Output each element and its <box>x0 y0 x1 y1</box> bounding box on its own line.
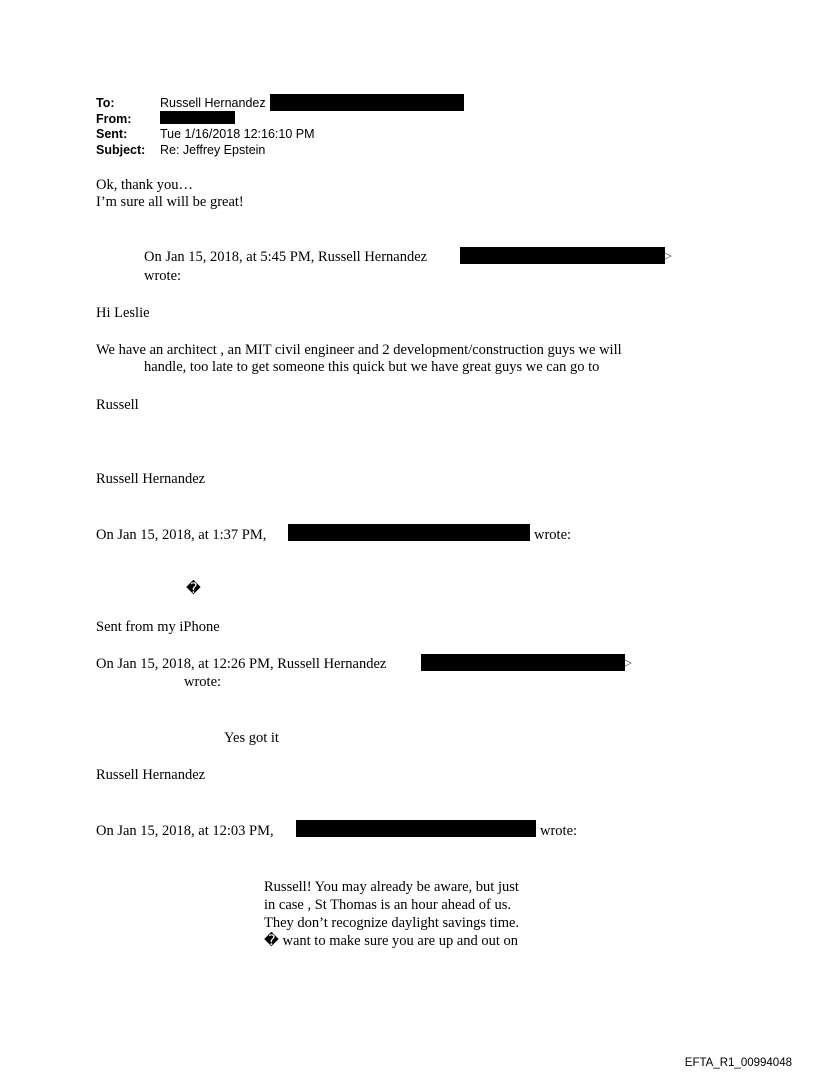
quote4-suffix: wrote: <box>540 823 578 839</box>
quote4-prefix: On Jan 15, 2018, at 12:03 PM, <box>96 823 274 839</box>
message-line-3: They don’t recognize daylight savings time. <box>264 915 520 931</box>
subject-label: Subject: <box>96 143 146 157</box>
signature-2: Russell Hernandez <box>96 767 206 783</box>
body-line-2: I’m sure all will be great! <box>96 194 244 210</box>
quote1-line2: wrote: <box>144 268 182 284</box>
redaction-to <box>270 94 464 111</box>
sent-label: Sent: <box>96 127 128 141</box>
from-label: From: <box>96 112 132 126</box>
message-line-2: in case , St Thomas is an hour ahead of us. <box>264 897 511 913</box>
signoff: Russell <box>96 397 139 413</box>
document-id: EFTA_R1_00994048 <box>684 1057 792 1069</box>
sent-from-iphone: Sent from my iPhone <box>96 619 220 635</box>
to-value: Russell Hernandez <box>160 96 266 110</box>
greeting: Hi Leslie <box>96 305 150 321</box>
redaction-quote3-email <box>421 654 625 671</box>
quote1-gt: > <box>664 249 673 265</box>
quote3-line1: On Jan 15, 2018, at 12:26 PM, Russell Hernandez <box>96 656 387 672</box>
quote2-suffix: wrote: <box>534 527 572 543</box>
to-label: To: <box>96 96 115 110</box>
yes-got-it: Yes got it <box>224 730 279 746</box>
quote3-line2: wrote: <box>184 674 222 690</box>
quote3-gt: > <box>624 656 633 672</box>
body-line-1: Ok, thank you… <box>96 177 194 193</box>
redaction-from <box>160 111 235 124</box>
redaction-quote4-sender <box>296 820 536 837</box>
message-line-4: � want to make sure you are up and out on <box>264 933 519 949</box>
signature-1: Russell Hernandez <box>96 471 206 487</box>
paragraph-line1: We have an architect , an MIT civil engineer and 2 development/construction guys we will <box>96 342 622 358</box>
subject-value: Re: Jeffrey Epstein <box>160 143 266 157</box>
paragraph-line2: handle, too late to get someone this quick but we have great guys we can go to <box>144 359 600 375</box>
quote1-line1: On Jan 15, 2018, at 5:45 PM, Russell Hernandez <box>144 249 428 265</box>
redaction-quote2-sender <box>288 524 530 541</box>
message-line-1: Russell! You may already be aware, but just <box>264 879 519 895</box>
redaction-quote1-email <box>460 247 665 264</box>
quote2-prefix: On Jan 15, 2018, at 1:37 PM, <box>96 527 267 543</box>
replacement-char-1: � <box>186 581 201 597</box>
sent-value: Tue 1/16/2018 12:16:10 PM <box>160 127 315 141</box>
